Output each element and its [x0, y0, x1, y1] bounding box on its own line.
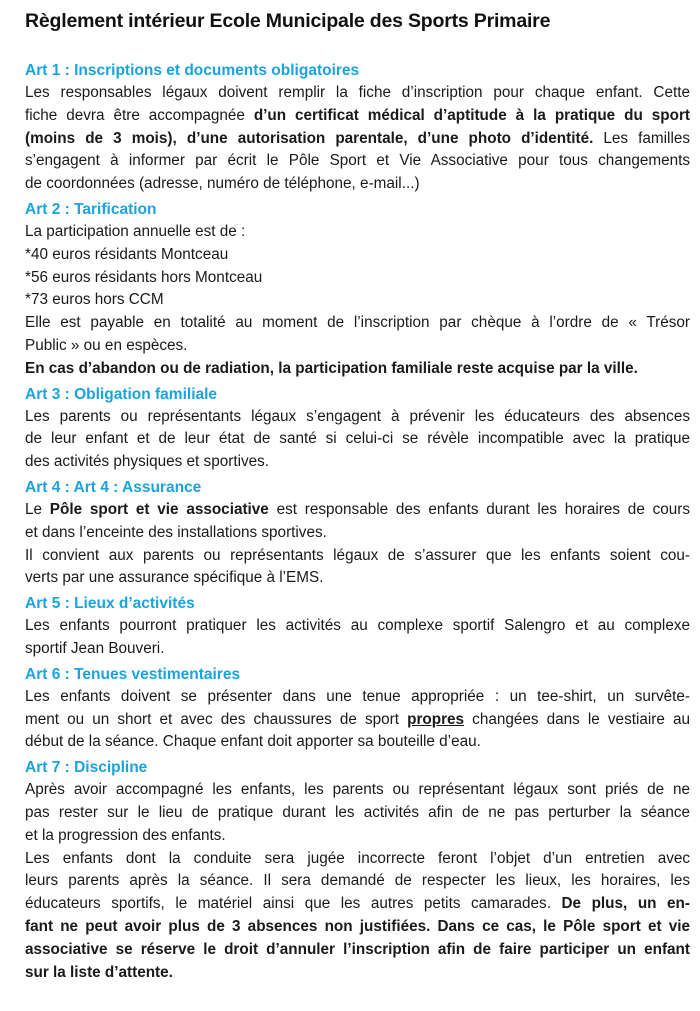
articles-container — [25, 59, 690, 984]
bold-text: associative se réserve le droit d’annuler l’inscription afin de faire participer un enfant — [25, 940, 690, 958]
text-run: Public » ou en espèces. — [25, 336, 188, 354]
bold-text: propres — [407, 710, 465, 728]
text-run: Elle est payable en totalité au moment de l’inscription par chèque à l’ordre de « Trésor — [25, 314, 690, 332]
article-text-line — [25, 615, 690, 638]
article-text-line — [25, 244, 690, 267]
text-run: Les enfants pourront pratiquer les activités au complexe sportif Salengro et au complexe — [25, 617, 690, 635]
article-text-line — [25, 567, 690, 590]
text-run: des activités physiques et sportives. — [25, 453, 270, 471]
text-run: Les responsables légaux doivent remplir la fiche d’inscription pour chaque enfant. Cette — [25, 84, 690, 101]
text-run: *56 euros résidants hors Montceau — [25, 268, 263, 286]
text-run: s’engagent à informer par écrit le Pôle Sport et Vie Associative pour tous changements — [25, 152, 690, 170]
text-run: *73 euros hors CCM — [25, 291, 164, 309]
article-text-line — [25, 522, 690, 545]
text-run: Il convient aux parents ou représentants légaux de s’assurer que les enfants soient cou- — [25, 546, 690, 564]
text-run: début de la séance. Chaque enfant doit apporter sa bouteille d’eau. — [25, 733, 481, 751]
article-text-line — [25, 545, 690, 568]
text-run: fiche devra être accompagnée — [25, 106, 254, 124]
article-text-line — [25, 638, 690, 661]
article-text-line — [25, 451, 690, 474]
article-text-line — [25, 848, 690, 871]
article-text-line — [25, 916, 690, 939]
text-run: ment ou un short et avec des chaussures de sport — [25, 710, 408, 728]
text-run: éducateurs sportifs, le matériel ainsi que les autres petits camarades. — [25, 895, 562, 913]
article-text-line — [25, 173, 690, 196]
text-run: de leur enfant et de leur état de santé si celui-ci se révèle incompatible avec la pratique — [25, 430, 690, 448]
article-heading: Art 7 : Discipline — [25, 759, 148, 777]
text-run: La participation annuelle est de : — [25, 222, 246, 240]
article-6 — [25, 663, 690, 754]
article-text-line — [25, 870, 690, 893]
article-text-line — [25, 289, 690, 312]
article-text-line — [25, 428, 690, 451]
article-text-line — [25, 962, 690, 985]
article-heading: Art 1 : Inscriptions et documents obligatoires — [25, 62, 360, 79]
article-text-line — [25, 406, 690, 429]
bold-text: sur la liste d’attente. — [25, 963, 173, 981]
text-run: leurs parents après la séance. Il sera demandé de respecter les lieux, les horaires, les — [25, 872, 690, 890]
text-run: est responsable des enfants durant les horaires de cours — [268, 500, 691, 518]
article-5 — [25, 592, 690, 661]
bold-text: De plus, un en- — [561, 895, 690, 913]
article-1 — [25, 59, 690, 196]
bold-text: (moins de 3 mois), d’une autorisation parentale, d’une photo d’identité. — [25, 129, 594, 147]
page-title: Règlement intérieur Ecole Municipale des Sports Primaire — [25, 10, 551, 32]
text-run: sportif Jean Bouveri. — [25, 639, 165, 657]
article-text-line — [25, 221, 690, 244]
article-text-line — [25, 335, 690, 358]
article-heading: Art 3 : Obligation familiale — [25, 385, 218, 403]
article-heading: Art 6 : Tenues vestimentaires — [25, 665, 241, 683]
article-text-line — [25, 686, 690, 709]
article-text-line — [25, 105, 690, 128]
article-text-line — [25, 939, 690, 962]
text-run: Le — [25, 500, 50, 518]
text-run: Les parents ou représentants légaux s’engagent à prévenir les éducateurs des absences — [25, 407, 690, 425]
bold-text: En cas d’abandon ou de radiation, la participation familiale reste acquise par la ville. — [25, 359, 638, 377]
article-text-line — [25, 709, 690, 732]
text-run: verts par une assurance spécifique à l’EMS. — [25, 569, 324, 587]
article-text-line — [25, 128, 690, 151]
text-run: Les enfants dont la conduite sera jugée incorrecte feront l’objet d’un entretien avec — [25, 849, 690, 867]
article-text-line — [25, 499, 690, 522]
article-3 — [25, 383, 690, 474]
article-4 — [25, 476, 690, 590]
article-text-line — [25, 893, 690, 916]
bold-text: fant ne peut avoir plus de 3 absences non justifiées. Dans ce cas, le Pôle sport et vie — [25, 917, 690, 935]
text-run: de coordonnées (adresse, numéro de téléphone, e-mail...) — [25, 175, 420, 193]
article-text-line — [25, 802, 690, 825]
article-text-line — [25, 150, 690, 173]
article-text-line — [25, 267, 690, 290]
article-heading: Art 2 : Tarification — [25, 200, 157, 218]
text-run: et dans l’enceinte des installations sportives. — [25, 523, 327, 541]
article-text-line — [25, 825, 690, 848]
text-run: Les enfants doivent se présenter dans une tenue appropriée : un tee-shirt, un survête- — [25, 687, 690, 705]
article-text-line — [25, 312, 690, 335]
article-text-line — [25, 731, 690, 754]
article-text-line — [25, 358, 690, 381]
text-run: et la progression des enfants. — [25, 826, 226, 844]
article-text-line — [25, 82, 690, 105]
bold-text: d’un certificat médical d’aptitude à la pratique du sport — [253, 106, 690, 124]
text-run: Après avoir accompagné les enfants, les parents ou représentant légaux sont priés de ne — [25, 781, 690, 799]
text-run: pas rester sur le lieu de pratique durant les activités afin de ne pas perturber la séance — [25, 803, 690, 821]
text-run: changées dans le vestiaire au — [464, 710, 690, 728]
article-heading: Art 4 : Art 4 : Assurance — [25, 478, 202, 496]
text-run: *40 euros résidants Montceau — [25, 245, 229, 263]
article-text-line — [25, 779, 690, 802]
article-7 — [25, 756, 690, 984]
article-2 — [25, 198, 690, 381]
article-heading: Art 5 : Lieux d’activités — [25, 595, 195, 613]
bold-text: Pôle sport et vie associative — [49, 500, 269, 518]
text-run: Les familles — [593, 129, 690, 147]
